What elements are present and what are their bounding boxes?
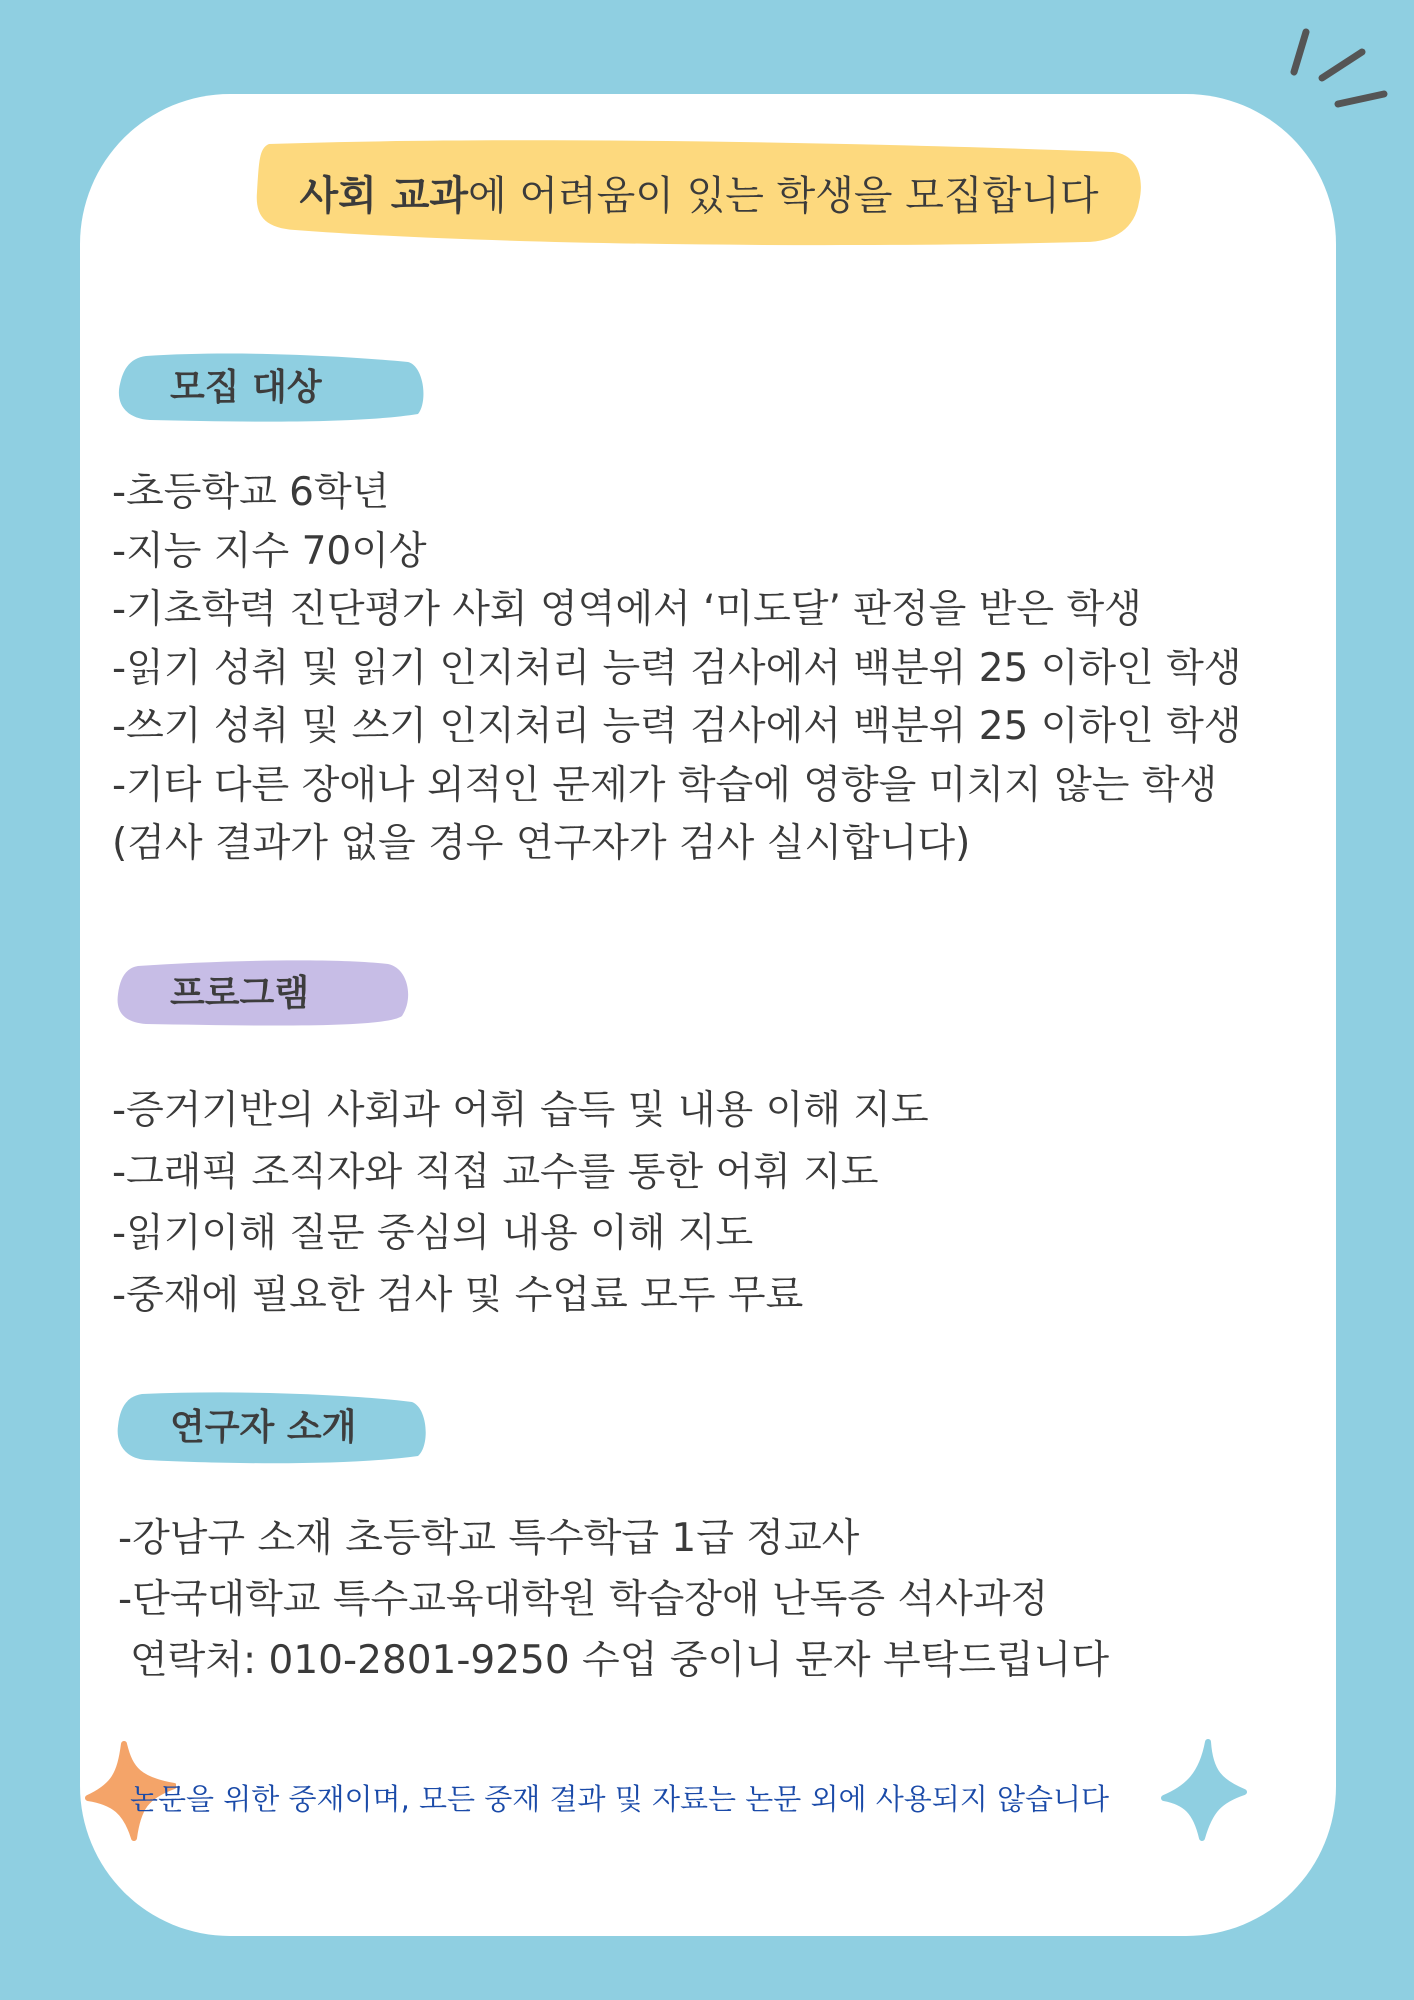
researcher-list	[118, 1508, 1109, 1691]
section-tag-researcher	[116, 1390, 428, 1462]
sparkle-star-icon	[1160, 1738, 1248, 1842]
list-item: (검사 결과가 없을 경우 연구자가 검사 실시합니다)	[112, 821, 971, 866]
section-heading-program: 프로그램	[170, 973, 310, 1014]
list-item: -기타 다른 장애나 외적인 문제가 학습에 영향을 미치지 않는 학생	[112, 762, 1218, 808]
accent-lines-icon	[1290, 28, 1400, 118]
page-title	[255, 138, 1143, 246]
program-list	[112, 1080, 929, 1326]
list-item: -중재에 필요한 검사 및 수업료 모두 무료	[112, 1272, 804, 1318]
section-heading-recruit: 모집 대상	[170, 367, 322, 408]
list-item: -초등학교 6학년	[112, 470, 390, 515]
section-tag-program	[116, 958, 410, 1030]
list-item: -강남구 소재 초등학교 특수학급 1급 정교사	[118, 1516, 860, 1561]
list-item: -그래픽 조직자와 직접 교수를 통한 어휘 지도	[112, 1149, 879, 1195]
list-item: -증거기반의 사회과 어휘 습득 및 내용 이해 지도	[112, 1088, 929, 1133]
section-heading-researcher: 연구자 소개	[170, 1407, 357, 1448]
list-item: -읽기 성취 및 읽기 인지처리 능력 검사에서 백분위 25 이하인 학생	[112, 645, 1242, 691]
contact-info: 연락처: 010-2801-9250 수업 중이니 문자 부탁드립니다	[130, 1638, 1109, 1683]
title-banner	[255, 138, 1143, 246]
list-item: -쓰기 성취 및 쓰기 인지처리 능력 검사에서 백분위 25 이하인 학생	[112, 704, 1242, 749]
list-item: -단국대학교 특수교육대학원 학습장애 난독증 석사과정	[118, 1577, 1049, 1622]
list-item: -읽기이해 질문 중심의 내용 이해 지도	[112, 1211, 754, 1256]
section-tag-recruit	[116, 352, 426, 424]
footer-note: 논문을 위한 중재이며, 모든 중재 결과 및 자료는 논문 외에 사용되지 않습니다	[130, 1782, 1110, 1816]
recruit-list	[112, 464, 1242, 874]
list-item: -지능 지수 70이상	[112, 528, 427, 574]
list-item: -기초학력 진단평가 사회 영역에서 ‘미도달’ 판정을 받은 학생	[112, 587, 1142, 632]
title-rest: 에 어려움이 있는 학생을 모집합니다	[468, 172, 1099, 219]
title-bold: 사회 교과	[299, 172, 469, 219]
